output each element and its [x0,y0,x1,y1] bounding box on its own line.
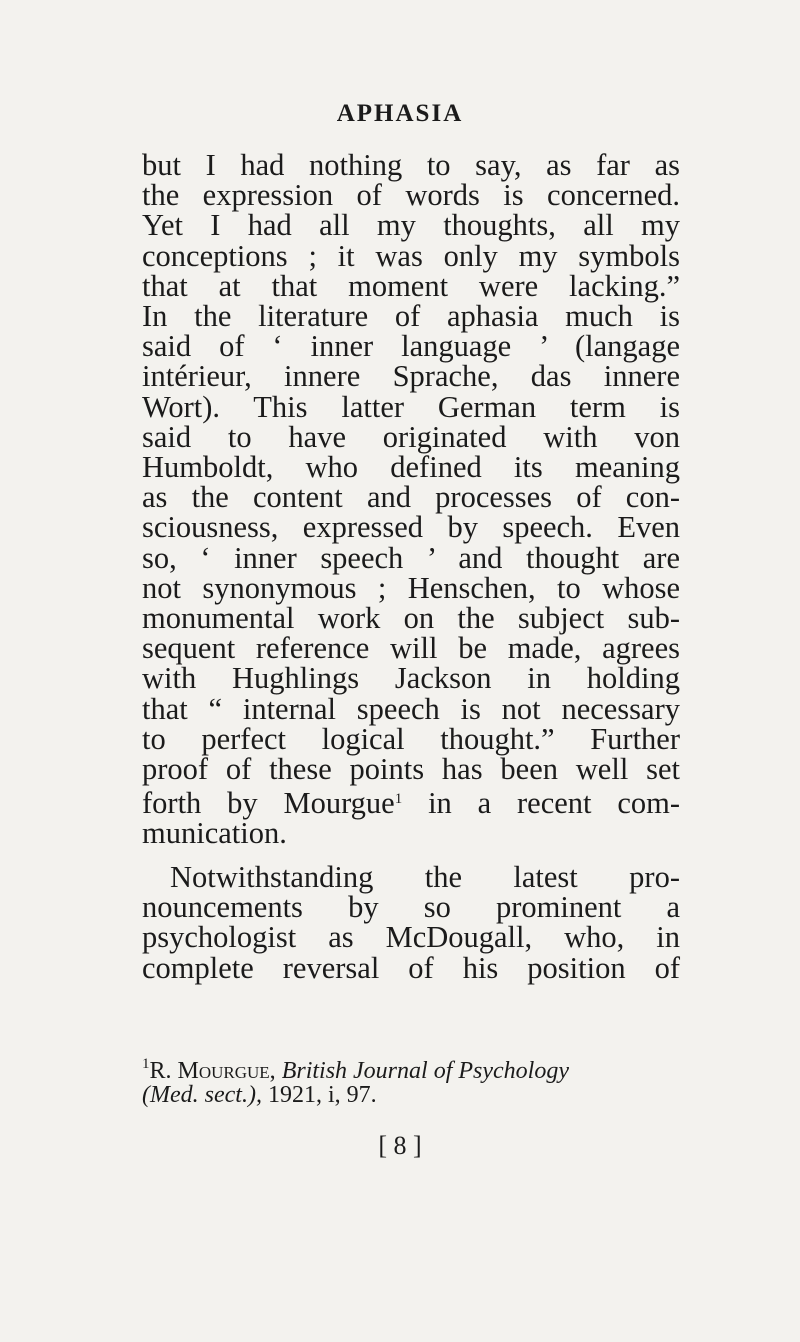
page-number: [ 8 ] [378,1131,422,1160]
footnote-author: R. Mourgue, [149,1058,276,1084]
text-line: to perfect logical thought.” Further [142,721,680,756]
text-line: Notwithstanding the latest pro- [170,860,680,894]
text-fragment: in a recent com- [402,786,680,821]
text-line: the expression of words is concerned. [142,178,680,213]
text-line-with-footnote [142,784,680,821]
text-line: monumental work on the subject sub- [142,601,680,636]
text-line: but I had nothing to say, as far as [142,148,680,182]
text-line: Wort). This latter German term is [142,389,680,424]
text-line: In the literature of aphasia much is [142,299,680,334]
text-fragment: forth by Mourgue [142,786,395,821]
text-line: Humboldt, who defined its meaning [142,450,680,485]
footnote-citation: 1921, i, 97. [261,1082,377,1108]
text-line: said to have originated with von [142,419,680,454]
footnote-line [142,1052,680,1083]
footnote-line [142,1083,680,1107]
text-line: conceptions ; it was only my symbols [142,238,680,273]
text-line: complete reversal of his position of [142,950,680,985]
text-line: sciousness, expressed by speech. Even [142,510,680,545]
running-head: APHASIA [336,100,464,127]
text-line: psychologist as McDougall, who, in [142,920,680,955]
text-line: proof of these points has been well set [142,752,680,787]
text-line: munication. [142,816,287,851]
footnote-journal: British Journal of Psychology [281,1058,569,1084]
footnote-number: 1 [142,1056,150,1072]
text-line: that at that moment were lacking.” [142,268,680,303]
text-line: said of ‘ inner language ’ (langage [142,329,680,364]
footnote [142,1052,680,1107]
text-line: Yet I had all my thoughts, all my [142,208,680,243]
footnote-section: (Med. sect.), [142,1082,262,1108]
text-line: that “ internal speech is not necessary [142,691,680,726]
footnote-marker: 1 [394,791,403,808]
text-line: not synonymous ; Henschen, to whose [142,570,680,605]
text-line: intérieur, innere Sprache, das innere [142,359,680,394]
text-line: sequent reference will be made, agrees [142,631,680,666]
text-line: as the content and processes of con- [142,480,680,515]
text-line: so, ‘ inner speech ’ and thought are [142,540,680,575]
body-paragraph-one [142,150,680,849]
text-line: nouncements by so prominent a [142,890,680,925]
body-paragraph-two [142,862,680,983]
text-line: with Hughlings Jackson in holding [142,661,680,696]
